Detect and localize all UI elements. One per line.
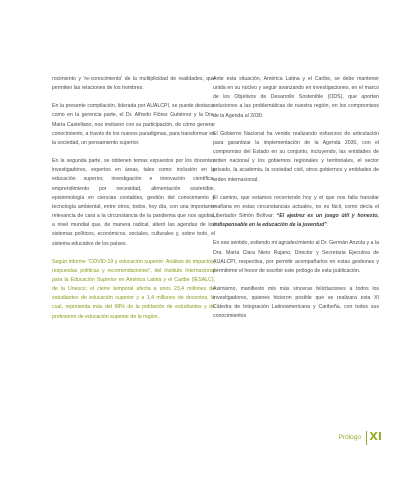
page-footer — [0, 428, 411, 448]
paragraph-text: Asimismo, manifiesto mis más sinceras felicitaciones a todos los investigadores, quienes hicieron posible que se realizara esta XI Cátedra de Integración Latinoamericana y Caribeña, con todos sus conocimientos — [213, 285, 379, 320]
paragraph — [213, 285, 379, 322]
paragraph — [213, 239, 379, 276]
paragraph — [52, 102, 215, 148]
paragraph-text: El camino, que estamos recorriendo hoy y el que nos falta transitar mañana en estas circunstancias actuales, no es fácil, como decía el Libertador Simón Bolívar: — [213, 194, 379, 220]
bolivar-quote: “El ajedrez es un juego útil y honesto, indispensable en la educación de la juventud” — [213, 213, 379, 229]
page-number: XI — [369, 430, 382, 443]
highlighted-paragraph — [52, 258, 215, 322]
paragraph-text: En la segunda parte, se obtienen temas expuestos por los docentes investigadores, expertos en áreas, tales como: inclusión en la educación superior, investigación e innovación científica, emprendimiento por necesidad, alimentación sostenible, epistemología en ciencias contables, gestión del conocimiento y tecnología ambiental, entre otros, todos, hoy día, con una importante relevancia de cara a la circunstancia de la pandemia que nos agobia, a nivel mundial que, de manera radical, alteró las agendas de los sistemas políticos, económicos, sociales, culturales y, sobre todo, el sistema educativo de los países. — [52, 158, 215, 247]
right-text-column — [213, 75, 379, 322]
paragraph — [52, 75, 215, 93]
paragraph-text: . — [326, 222, 329, 229]
paragraph-text: rocimiento y 're-conocimiento' de la multiplicidad de realidades, que permiten las relaciones de los hombres. — [52, 76, 215, 92]
paragraph — [213, 130, 379, 185]
paragraph-text: El Gobierno Nacional ha venido realizando esfuerzos de articulación para garantizar la implementación de la Agenda 2030, con el compromiso del Estado en su conjunto, incluyendo, las entidades de orden nacional y los gobiernos regionales y territoriales, el sector privado, la academia, la sociedad civil, otros gobiernos y entidades de orden internacional. — [213, 130, 379, 183]
paragraph-text: Según informe “COVID-19 y educación superior: Análisis de impactos, respuestas políticas y recomendaciones”, del Instituto Internacional para la Educación Superior en América Latina y el Caribe (IESALC), de la Unesco; el cierre temporal afecta a unos 23,4 millones de estudiantes de educación superior y a 1,4 millones de docentes, lo cual, representa más del 98% de la población de estudiantes y de profesores de educación superior de la región. — [52, 258, 215, 320]
paragraph — [213, 75, 379, 121]
paragraph-text: Ante esta situación, América Latina y el Caribe, se debe mantener unida en su núcleo y seguir avanzando en investigaciones, en el marco de los Objetivos de Desarrollo Sostenible (ODS), que aporten soluciones a las problemáticas de nuestra región, en los compromisos de la Agenda al 2030. — [213, 76, 379, 119]
footer-divider — [366, 431, 368, 445]
section-label: Prólogo — [338, 434, 361, 441]
left-text-column — [52, 75, 215, 322]
paragraph — [213, 194, 379, 231]
paragraph-text: En ese sentido, extiendo mi agradecimiento al Dr. Germán Anzola y a la Dra. María Clara Nieto Rujano, Director y Secretaria Ejecutiva de AUALCPI, respectiva, por permitir acompañarlos en estas gestiones y permitirme el honor de escribir este prólogo de esta publicación. — [213, 240, 379, 274]
paragraph-text: En la presente compilación, liderada por AUALCPI, se puede destacar como en la gerencia parte, el Dr. Alfredo Flórez Gutiérrez y la Dra. María Castellano, nos invitaron con su participación, de cómo generar conocimiento, a través de los nuevos paradigmas, para transformar en la sociedad, un pensamiento superior. — [52, 103, 215, 146]
paragraph — [52, 157, 215, 249]
